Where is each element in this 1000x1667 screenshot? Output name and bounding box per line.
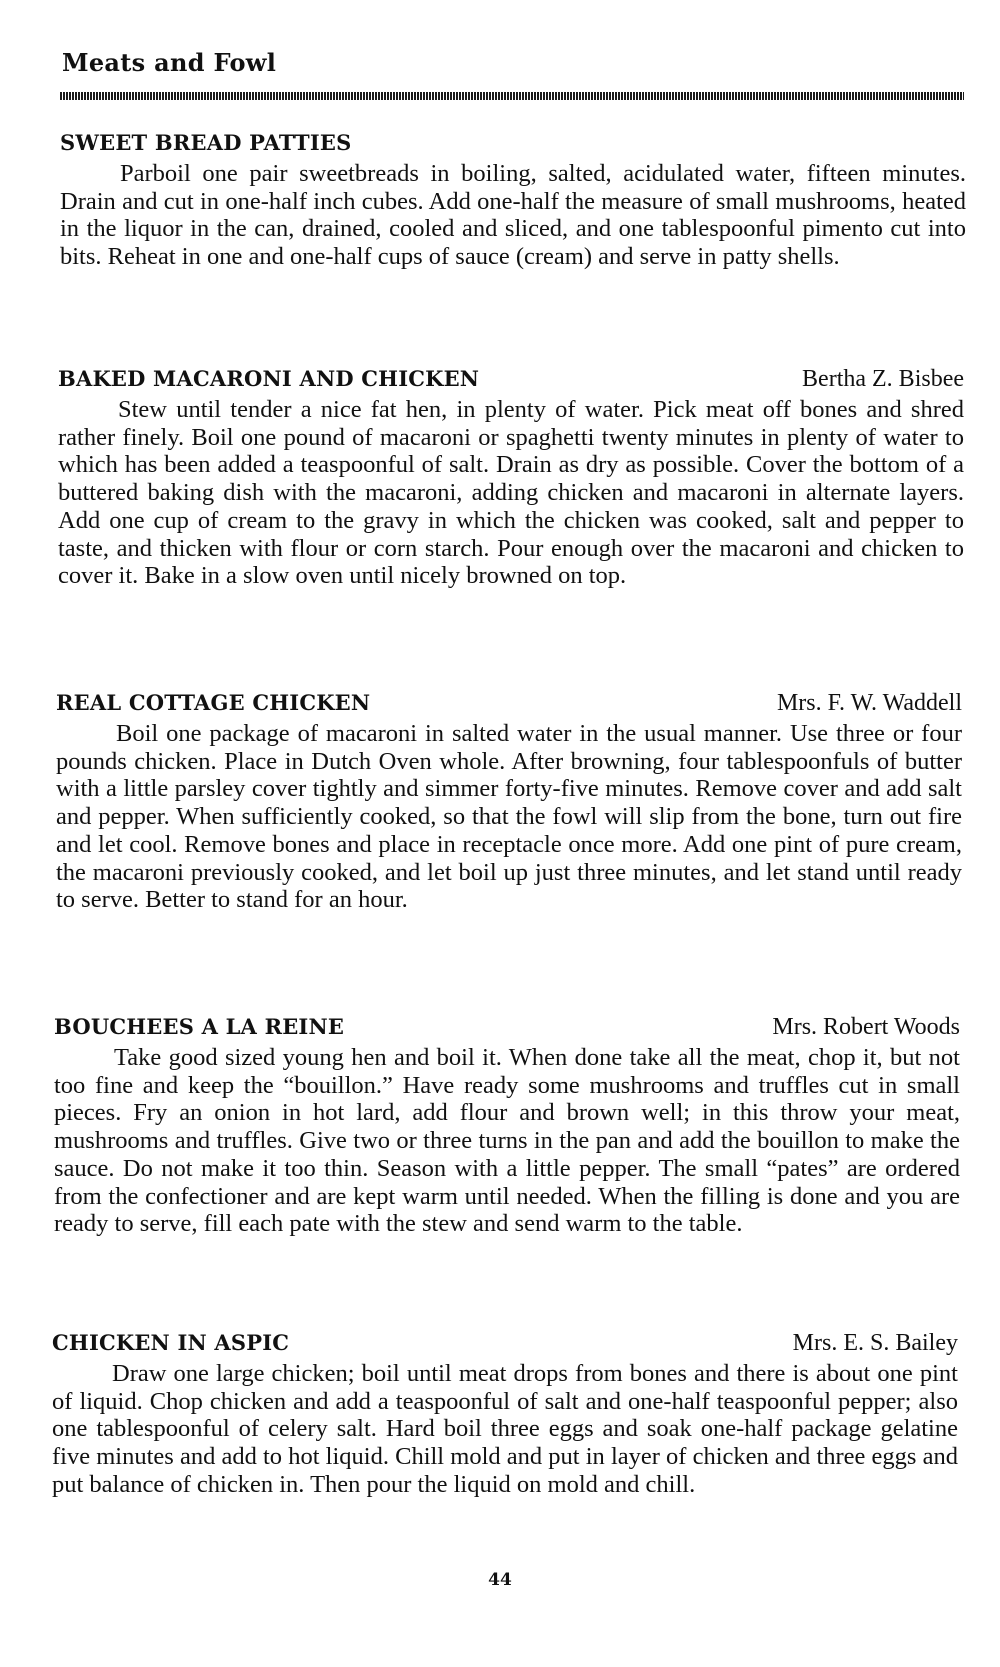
section-title: Meats and Fowl <box>62 48 277 77</box>
page-number: 44 <box>488 1570 512 1590</box>
recipe-body: Take good sized young hen and boil it. When done take all the meat, chop it, but not too fine and keep the “bouillon.” Have ready some mushrooms and truffles cut in small pieces. Fry an onion in hot lard, add flour and brown well; in this throw your meat, mushrooms and truffles. Give two or three turns in the pan and add the bouillon to make the sauce. Do not make it too thin. Season with a little pepper. The small “pates” are ordered from the confectioner and are kept warm until needed. When the filling is done and you are ready to serve, fill each pate with the stew and send warm to the table. <box>54 1044 960 1238</box>
recipe-header <box>58 366 964 396</box>
recipe-body: Parboil one pair sweetbreads in boiling, salted, acidulated water, fifteen minutes. Drain and cut in one-half inch cubes. Add one-half the measure of small mushrooms, heated in the liquor in the can, drained, cooled and sliced, and one tablespoonful pimento cut into bits. Reheat in one and one-half cups of sauce (cream) and serve in patty shells. <box>60 160 966 271</box>
recipe-author: Mrs. Robert Woods <box>772 1014 960 1040</box>
recipe-header <box>60 130 966 160</box>
recipe-author: Mrs. E. S. Bailey <box>792 1330 958 1356</box>
recipe-body: Stew until tender a nice fat hen, in plenty of water. Pick meat off bones and shred rather finely. Boil one pound of macaroni or spaghetti twenty minutes in plenty of water to which has been added a teaspoonful of salt. Drain as dry as possible. Cover the bottom of a buttered baking dish with the macaroni, adding chicken and macaroni in alternate layers. Add one cup of cream to the gravy in which the chicken was cooked, salt and pepper to taste, and thicken with flour or corn starch. Pour enough over the macaroni and chicken to cover it. Bake in a slow oven until nicely browned on top. <box>58 396 964 590</box>
recipe-header <box>52 1330 958 1360</box>
recipe-author: Bertha Z. Bisbee <box>802 366 964 392</box>
recipe-chicken-in-aspic <box>52 1330 958 1499</box>
recipe-title: BOUCHEES A LA REINE <box>54 1014 345 1039</box>
recipe-header <box>54 1014 960 1044</box>
recipe-real-cottage-chicken <box>56 690 962 914</box>
section-divider <box>60 92 964 100</box>
recipe-title: BAKED MACARONI AND CHICKEN <box>58 366 480 391</box>
recipe-body: Boil one package of macaroni in salted water in the usual manner. Use three or four pounds chicken. Place in Dutch Oven whole. After browning, four tablespoonfuls of butter with a little parsley cover tightly and simmer forty-five minutes. Remove cover and add salt and pepper. When sufficiently cooked, so that the fowl will slip from the bone, turn out fire and let cool. Remove bones and place in receptacle once more. Add one pint of pure cream, the macaroni previously cooked, and let boil up just three minutes, and let stand until ready to serve. Better to stand for an hour. <box>56 720 962 914</box>
recipe-title: REAL COTTAGE CHICKEN <box>56 690 371 715</box>
recipe-sweet-bread-patties <box>60 130 966 271</box>
recipe-title: CHICKEN IN ASPIC <box>52 1330 290 1355</box>
recipe-header <box>56 690 962 720</box>
recipe-body: Draw one large chicken; boil until meat drops from bones and there is about one pint of liquid. Chop chicken and add a teaspoonful of salt and one-half teaspoonful pepper; also one tablespoonful of celery salt. Hard boil three eggs and soak one-half package gelatine five minutes and add to hot liquid. Chill mold and put in layer of chicken and three eggs and put balance of chicken in. Then pour the liquid on mold and chill. <box>52 1360 958 1498</box>
recipe-author: Mrs. F. W. Waddell <box>776 690 962 716</box>
recipe-baked-macaroni-and-chicken <box>58 366 964 590</box>
recipe-bouchees-a-la-reine <box>54 1014 960 1238</box>
recipe-title: SWEET BREAD PATTIES <box>60 130 352 155</box>
